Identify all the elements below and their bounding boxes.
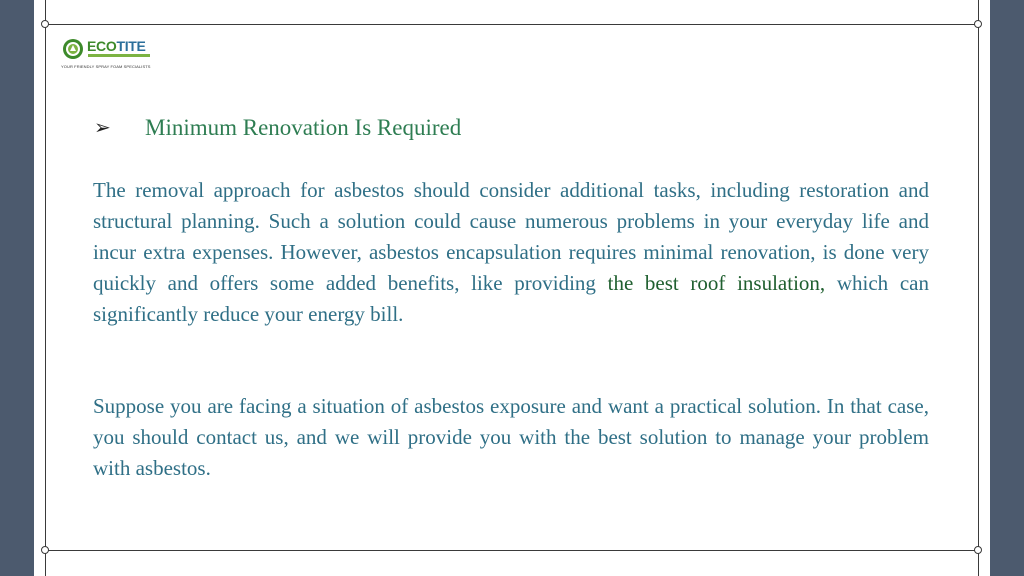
logo-wordmark-tite: TITE — [116, 38, 146, 54]
recycle-leaf-icon — [62, 38, 84, 60]
frame-corner-dot — [41, 20, 49, 28]
paragraph-1-text-start: The removal approach for asbestos should consider additional tasks, including restoration and structural planning. Such a solution could cause numerous problems in your everyday life and incur extra expenses. However, asbestos encapsulation requires minimal renovation, is done very quickly and offers some added benefits, like providing — [93, 178, 929, 295]
frame-left-line — [45, 0, 46, 576]
section-heading — [94, 113, 934, 143]
frame-top-line — [45, 24, 979, 25]
logo-wordmark-eco: ECO — [87, 38, 117, 54]
frame-bottom-line — [45, 550, 979, 551]
frame-corner-dot — [974, 20, 982, 28]
frame-corner-dot — [41, 546, 49, 554]
body-paragraph-1 — [93, 175, 929, 330]
frame-corner-dot — [974, 546, 982, 554]
ecotite-logo[interactable] — [60, 36, 160, 72]
heading-title: Minimum Renovation Is Required — [145, 115, 462, 140]
logo-tagline: YOUR FRIENDLY SPRAY FOAM SPECIALISTS — [61, 64, 151, 69]
paragraph-1-text-end: which can significantly reduce your energy bill. — [93, 271, 929, 326]
arrow-bullet-icon: ➢ — [94, 117, 111, 139]
frame-right-line — [978, 0, 979, 576]
body-paragraph-2: Suppose you are facing a situation of asbestos exposure and want a practical solution. In that case, you should contact us, and we will provide you with the best solution to manage your problem with asbestos. — [93, 394, 929, 480]
logo-wordmark — [87, 39, 146, 53]
roof-insulation-link[interactable]: the best roof insulation, — [607, 271, 826, 295]
logo-underline-bar — [88, 54, 150, 57]
